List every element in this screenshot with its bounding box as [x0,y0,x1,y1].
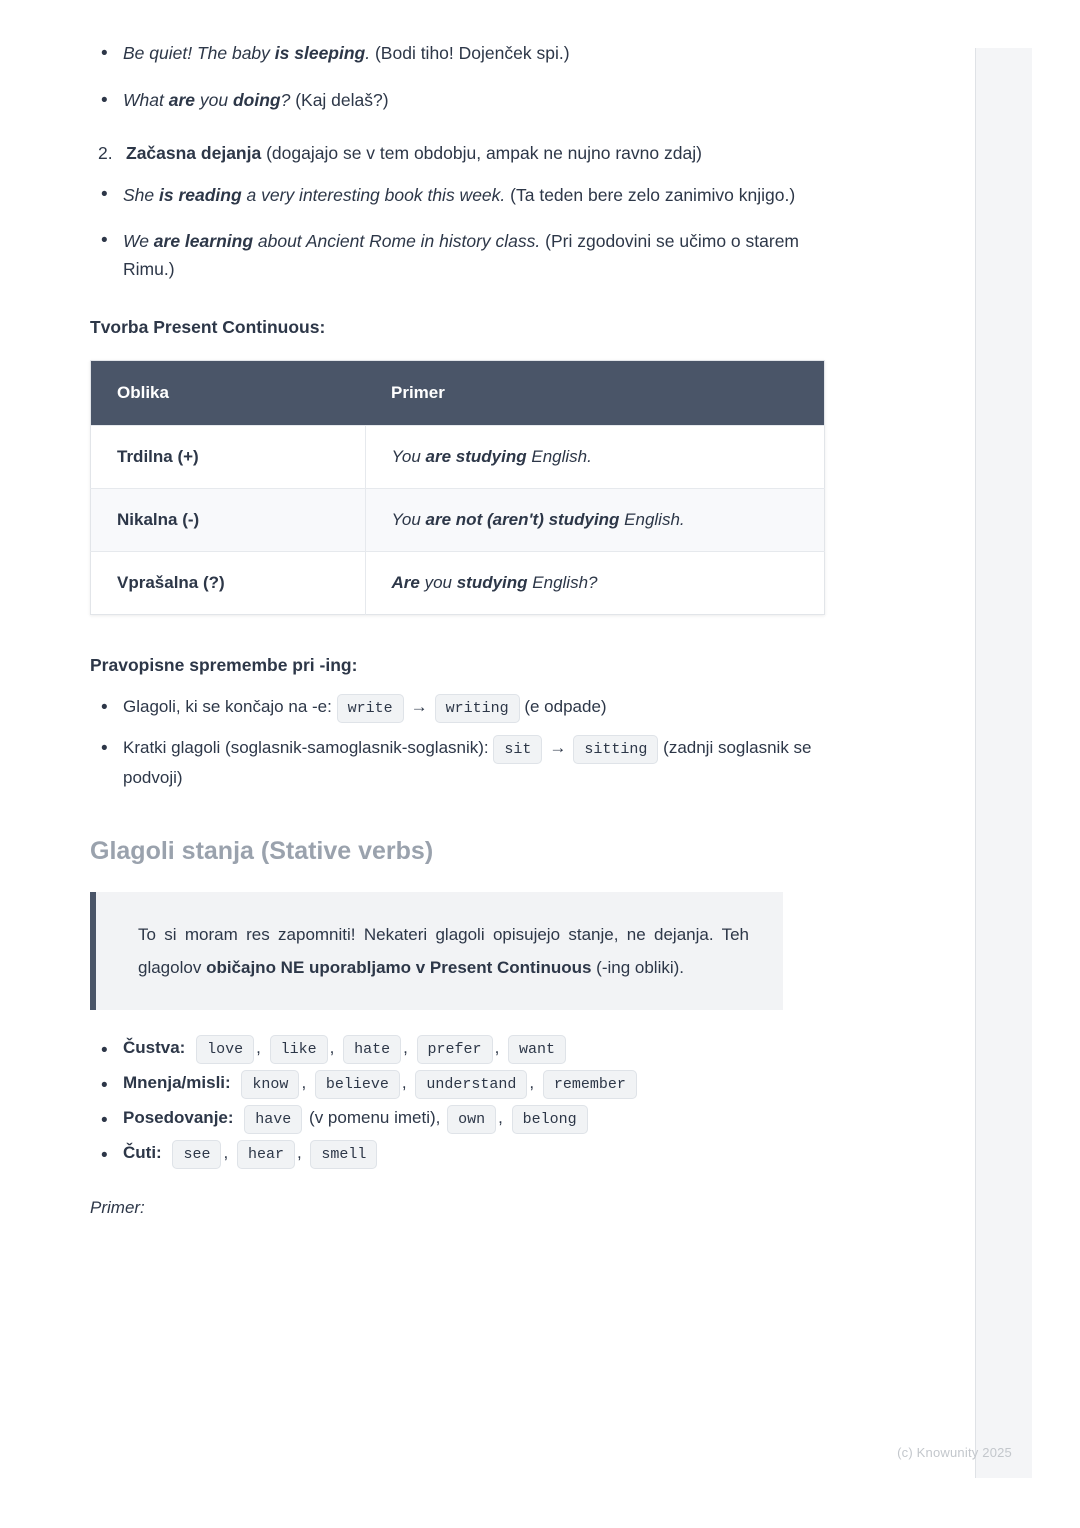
cell-italic-end: English. [619,510,685,530]
arrow-icon: → [410,697,428,717]
category-label: Čustva: [123,1037,186,1057]
list-item: • Čuti: see , hear , smell [90,1143,830,1164]
column-header-form: Oblika [91,361,366,426]
arrow-icon: → [549,737,567,757]
verb-chip-believe: believe [315,1070,400,1099]
example-translation: (Ta teden bere zelo zanimivo knjigo.) [510,185,796,206]
example-italic-mid: you [195,90,233,111]
rule-text-before: Glagoli, ki se končajo na -e: [123,697,332,717]
category-label: Posedovanje: [123,1107,234,1127]
example-italic: Be quiet! The baby [123,43,275,63]
cell-form: Vprašalna (?) [91,552,366,615]
example-bold: is reading [159,185,242,206]
list-item [90,40,830,67]
code-chip-write: write [337,694,404,723]
example-italic-end: . [365,43,371,63]
example-translation: (Bodi tiho! Dojenček spi.) [374,43,570,63]
forms-table [90,360,825,615]
table-head [91,361,825,426]
example-italic: She [123,185,159,206]
verb-chip-know: know [241,1070,299,1099]
verb-chip-like: like [270,1035,328,1064]
example-translation: (Kaj delaš?) [295,90,389,111]
category-label: Čuti: [123,1142,162,1162]
stative-categories-list [90,1038,830,1164]
list-item [90,87,830,114]
cell-example [365,489,825,552]
cell-example [365,426,825,489]
example-italic-end: a very interesting book this week. [241,185,506,206]
primer-label: Primer: [90,1197,145,1217]
list-item [90,181,830,209]
cell-bold: are studying [425,447,527,467]
verb-chip-own: own [447,1105,496,1134]
rule-text-after: (zadnji soglasnik se podvoji) [123,737,812,787]
example-bold: is sleeping [274,43,366,63]
cell-bold: Are [391,573,420,593]
verb-chip-remember: remember [543,1070,637,1099]
list-item [90,733,830,793]
list-item: • Mnenja/misli: know , believe , understand , remember [90,1073,830,1094]
rule-text-before: Kratki glagoli (soglasnik-samoglasnik-soglasnik): [123,737,489,757]
code-chip-sit: sit [493,735,542,764]
watermark: (c) Knowunity 2025 [897,1445,1012,1460]
ordered-title: Začasna dejanja [126,143,262,164]
example-bold: are [168,90,195,111]
cell-bold: are not (aren't) studying [425,510,620,530]
verb-chip-understand: understand [415,1070,527,1099]
list-item [90,692,830,722]
column-header-example: Primer [365,361,825,426]
spelling-rules-list [90,692,830,792]
verb-chip-smell: smell [310,1140,377,1169]
cell-italic: You [391,510,426,530]
table-row [91,426,825,489]
code-chip-writing: writing [435,694,520,723]
table-body [91,426,825,615]
cell-example [365,552,825,615]
table-row [91,489,825,552]
list-item: • Čustva: love , like , hate , prefer , want [90,1038,830,1059]
list-number: 2. [98,143,113,164]
table-header-row [91,361,825,426]
cell-italic-end: English? [527,573,598,593]
cell-form: Trdilna (+) [91,426,366,489]
section-heading-stative: Glagoli stanja (Stative verbs) [90,836,434,865]
verb-chip-love: love [196,1035,254,1064]
spelling-heading: Pravopisne spremembe pri -ing: [90,655,358,676]
document-content [90,40,830,1218]
cell-italic-mid: you [419,573,457,593]
list-item: • Posedovanje: have (v pomenu imeti), own , belong [90,1108,830,1129]
cell-bold-2: studying [456,573,528,593]
verb-chip-belong: belong [512,1105,588,1134]
callout-box [90,892,783,1010]
example-italic: We [123,231,154,252]
ordered-examples-list [90,181,830,283]
verb-chip-have: have [244,1105,302,1134]
ordered-list-item [90,140,830,167]
example-translation: (Pri zgodovini se učimo o starem Rimu.) [123,231,800,280]
example-italic: What [123,90,169,111]
verb-chip-hear: hear [237,1140,295,1169]
verb-chip-want: want [508,1035,566,1064]
verb-chip-see: see [172,1140,221,1169]
verb-chip-prefer: prefer [417,1035,493,1064]
callout-text-bold: običajno NE uporabljamo v Present Continuous [206,957,592,977]
ordered-description: (dogajajo se v tem obdobju, ampak ne nujno ravno zdaj) [266,143,702,164]
example-italic-end: ? [280,90,291,111]
right-rail [975,48,1032,1478]
formation-heading: Tvorba Present Continuous: [90,317,326,338]
example-bold: are learning [153,231,254,252]
example-italic-end: about Ancient Rome in history class. [253,231,541,252]
callout-text-2: (-ing obliki). [591,957,685,977]
category-label: Mnenja/misli: [123,1072,231,1092]
list-item [90,227,830,283]
category-note: (v pomenu imeti), [309,1107,441,1127]
cell-italic: You [391,447,426,467]
cell-form: Nikalna (-) [91,489,366,552]
callout-text-1: To si moram res zapomniti! Nekateri glagoli opisujejo stanje, ne dejanja. Teh glagolov [138,924,749,977]
code-chip-sitting: sitting [573,735,658,764]
example-bold-2: doing [232,90,281,111]
rule-text-after: (e odpade) [524,697,607,717]
table-row [91,552,825,615]
cell-italic-end: English. [526,447,592,467]
intro-bullet-list [90,40,830,114]
verb-chip-hate: hate [343,1035,401,1064]
